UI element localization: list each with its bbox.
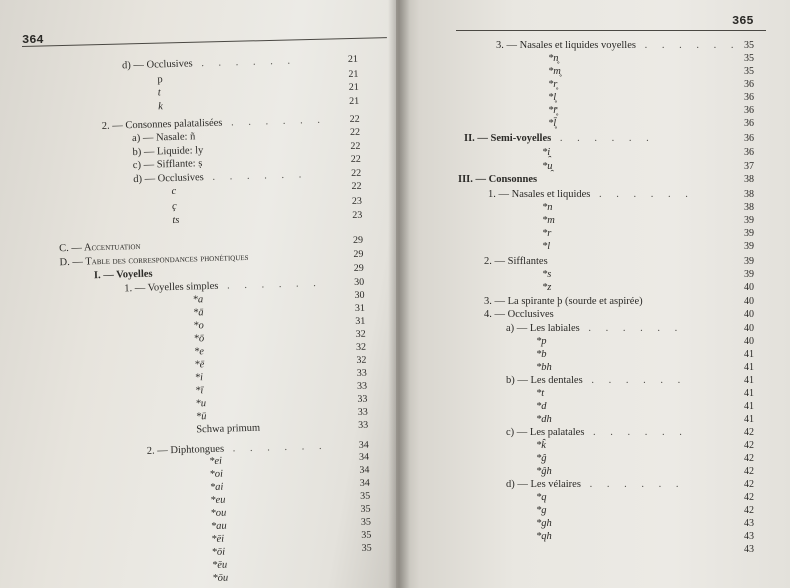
toc-entry: [548, 92, 556, 104]
toc-entry-label: *ĝ: [536, 453, 547, 464]
toc-page-number: 33: [356, 367, 367, 379]
toc-entry-label: *i̯: [542, 147, 551, 158]
toc-page-number: 32: [355, 328, 366, 340]
toc-entry: [542, 202, 553, 214]
toc-entry: [536, 505, 547, 517]
toc-entry-label: *ĝh: [536, 466, 552, 477]
toc-entry-label: *ī: [195, 385, 204, 397]
toc-entry-label: d) — Occlusives: [121, 58, 193, 72]
toc-entry: [147, 441, 328, 458]
toc-entry: [59, 241, 141, 255]
toc-page-number: 35: [361, 529, 372, 541]
toc-entry-label: 1. — Voyelles simples: [124, 280, 219, 295]
right-page: [396, 0, 790, 588]
toc-entry: [548, 79, 557, 91]
toc-entry-label: *z: [542, 282, 552, 293]
toc-page-number: 35: [360, 490, 371, 502]
toc-entry-label: *ei: [209, 455, 223, 468]
toc-leader-dots: . . . . . .: [192, 55, 297, 70]
toc-entry-label: 3. — La spirante þ (sourde et aspirée): [484, 296, 643, 307]
toc-entry: [536, 336, 547, 348]
toc-entry-label: *o: [193, 320, 205, 332]
toc-page-number: 41: [744, 375, 754, 386]
toc-entry-label: 2. — Diphtongues: [146, 443, 225, 457]
toc-entry: [542, 282, 551, 294]
toc-entry: [536, 440, 546, 452]
toc-entry: [196, 423, 260, 437]
toc-page-number: 42: [744, 453, 754, 464]
toc-entry: [210, 495, 226, 507]
toc-entry-label: *gh: [536, 518, 552, 529]
toc-leader-dots: . . . . . .: [223, 440, 328, 455]
toc-entry-label: *ū: [195, 411, 207, 423]
toc-entry: [548, 105, 557, 117]
toc-entry: [542, 241, 550, 253]
toc-entry: [193, 320, 204, 332]
toc-entry-label: d) — Occlusives: [133, 172, 204, 186]
toc-entry: [192, 294, 203, 306]
toc-entry: [212, 560, 228, 572]
toc-entry: [458, 174, 537, 186]
toc-entry-label: c) — Sifflante: ṣ: [132, 158, 203, 172]
toc-entry-label: *ēu: [211, 559, 228, 572]
toc-entry-label: *l̥̄: [548, 118, 557, 129]
toc-page-number: 41: [744, 401, 754, 412]
toc-entry-label: I. — Voyelles: [93, 268, 153, 282]
toc-entry-label: *ō: [193, 333, 205, 345]
toc-page-number: 22: [351, 180, 362, 193]
toc-entry: [488, 189, 694, 201]
toc-entry-label: ç: [171, 200, 177, 213]
toc-leader-dots: . . . . . .: [590, 189, 694, 200]
toc-page-number: 39: [744, 256, 754, 267]
toc-entry-label: *r̥: [548, 79, 558, 90]
toc-entry-label: *d: [536, 401, 547, 412]
toc-entry-label: *g: [536, 505, 547, 516]
toc-entry: [210, 482, 224, 494]
toc-entry: [133, 169, 307, 186]
toc-page-number: 42: [744, 427, 754, 438]
toc-page-number: 41: [744, 388, 754, 399]
toc-entry: [542, 161, 553, 173]
toc-entry: [506, 375, 686, 387]
toc-leader-dots: . . . . . .: [580, 479, 685, 490]
book-gutter: [388, 0, 410, 588]
toc-page-number: 22: [349, 113, 360, 126]
toc-entry: [536, 362, 552, 374]
toc-entry: [193, 307, 204, 319]
toc-page-number: 29: [353, 248, 364, 260]
toc-leader-dots: . . . . . .: [584, 427, 688, 438]
toc-page-number: 35: [360, 516, 372, 528]
toc-page-number: 41: [744, 414, 754, 425]
toc-entry-label: b) — Liquide: ly: [132, 145, 204, 159]
toc-entry: [171, 186, 176, 198]
toc-page-number: 42: [744, 440, 754, 451]
toc-entry: [484, 296, 643, 308]
toc-entry: [542, 147, 550, 159]
toc-entry-label: *bh: [536, 362, 552, 373]
toc-page-number: 31: [354, 302, 366, 314]
toc-leader-dots: . . . . . .: [218, 277, 323, 292]
toc-page-number: 21: [348, 81, 359, 94]
toc-page-number: 43: [744, 544, 754, 555]
toc-entry-label: *ai: [209, 481, 224, 494]
toc-page-number: 36: [744, 133, 754, 144]
toc-entry-label: *ā: [192, 307, 204, 319]
toc-entry: [464, 133, 655, 145]
toc-entry-label: *k̑: [536, 440, 546, 451]
toc-entry-label: p: [157, 74, 163, 86]
toc-page-number: 40: [744, 323, 754, 334]
toc-entry-label: *dh: [536, 414, 552, 425]
toc-page-number: 22: [349, 126, 361, 139]
toc-entry: [548, 53, 559, 65]
toc-entry: [210, 508, 226, 520]
toc-entry-label: *n̥: [548, 53, 559, 64]
toc-leader-dots: . . . . . .: [579, 323, 684, 334]
toc-entry: [536, 531, 552, 543]
toc-page-number: 33: [357, 406, 368, 418]
toc-entry-label: *ōu: [212, 572, 229, 585]
toc-page-number: 41: [744, 349, 754, 360]
toc-entry: [195, 398, 206, 410]
toc-page-number: 34: [358, 451, 370, 463]
toc-page-number: [350, 556, 372, 557]
toc-entry: [536, 453, 547, 465]
toc-entry: [496, 40, 739, 52]
toc-page-number: 37: [744, 161, 754, 172]
toc-page-number: 32: [356, 354, 367, 366]
toc-entry-label: *l̥: [548, 92, 557, 103]
toc-page-number: 42: [744, 479, 754, 490]
toc-page-number: 35: [361, 542, 372, 554]
toc-entry-label: *qh: [536, 531, 552, 542]
toc-entry-label: c) — Les palatales: [506, 427, 585, 438]
toc-page-number: 33: [358, 419, 369, 431]
toc-entry: [124, 278, 322, 296]
toc-entry-label: 4. — Occlusives: [484, 309, 554, 320]
toc-page-number: 21: [348, 68, 359, 81]
toc-page-number: 40: [744, 296, 754, 307]
toc-leader-dots: . . . . . .: [222, 114, 327, 129]
toc-entry: [212, 573, 228, 585]
toc-entry-label: a) — Les labiales: [506, 323, 580, 334]
toc-entry-label: *m̥: [548, 66, 561, 77]
toc-entry-label: *a: [192, 294, 204, 306]
toc-page-number: 23: [352, 209, 363, 221]
toc-entry: [506, 323, 683, 335]
toc-entry-label: *r̥̄: [548, 105, 558, 116]
toc-entry-label: *q: [536, 492, 547, 503]
toc-entry: [484, 309, 554, 321]
toc-page-number: 23: [351, 195, 363, 207]
toc-page-number: 39: [744, 228, 754, 239]
toc-page-number: 29: [352, 234, 364, 246]
toc-entry-label: *n: [542, 202, 553, 213]
toc-entry-label: *ōi: [211, 546, 226, 559]
toc-entry: [133, 158, 203, 172]
toc-page-number: 40: [744, 309, 754, 320]
toc-page-number: 30: [354, 276, 365, 288]
toc-page-number: 34: [359, 477, 370, 489]
toc-entry: [536, 466, 552, 478]
toc-entry: [196, 411, 207, 423]
toc-entry-label: *u̯: [542, 161, 553, 172]
toc-page-number: 34: [359, 464, 370, 476]
toc-page-number: 36: [744, 147, 754, 158]
left-page-number: 364: [22, 33, 44, 47]
toc-entry-label: III. — Consonnes: [458, 174, 538, 185]
toc-page-number: 32: [355, 341, 367, 353]
toc-entry: [212, 547, 226, 559]
toc-entry-label: II. — Semi-voyelles: [464, 133, 552, 144]
toc-page-number: 29: [353, 262, 364, 274]
toc-page-number: 35: [744, 53, 754, 64]
toc-entry: [172, 201, 177, 213]
toc-entry: [158, 101, 163, 113]
toc-page-number: 21: [349, 95, 360, 108]
toc-entry: [209, 469, 223, 481]
toc-leader-dots: . . . . . .: [582, 375, 687, 386]
toc-page-number: 40: [744, 282, 754, 293]
toc-entry-label: 2. — Sifflantes: [484, 256, 548, 267]
toc-entry: [548, 118, 556, 130]
toc-entry: [536, 349, 547, 361]
toc-page-number: 42: [744, 492, 754, 503]
toc-page-number: 41: [744, 362, 754, 373]
toc-entry: [211, 534, 224, 546]
toc-entry: [209, 456, 222, 468]
toc-page-number: 38: [744, 174, 754, 185]
right-page-number: 365: [732, 14, 754, 28]
toc-entry-label: *i: [194, 372, 204, 384]
toc-entry: [122, 56, 296, 73]
right-toc: [396, 0, 790, 588]
toc-entry: [102, 115, 326, 133]
toc-entry: [536, 492, 547, 504]
toc-entry-label: 2. — Consonnes palatalisées: [101, 117, 223, 132]
toc-entry: [211, 521, 227, 533]
toc-entry-label: d) — Les vélaires: [506, 479, 581, 490]
toc-page-number: 36: [744, 79, 754, 90]
toc-entry-label: *t: [536, 388, 545, 399]
toc-entry: [172, 215, 179, 227]
toc-page-number: 42: [744, 505, 754, 516]
toc-entry: [506, 427, 688, 439]
toc-page-number: 36: [744, 118, 754, 129]
toc-entry: [536, 518, 552, 530]
toc-page-number: 22: [350, 140, 361, 153]
toc-page-number: 22: [351, 167, 362, 180]
toc-page-number: 33: [357, 393, 368, 405]
toc-page-number: 38: [744, 202, 754, 213]
toc-entry: [484, 256, 548, 268]
toc-entry: [536, 401, 547, 413]
toc-entry: [536, 414, 552, 426]
toc-entry-label: *au: [210, 520, 227, 533]
toc-page-number: 40: [744, 336, 754, 347]
toc-entry: [195, 372, 204, 384]
toc-entry-label: *r: [542, 228, 552, 239]
toc-entry-label: b) — Les dentales: [506, 375, 583, 386]
toc-page-number: 21: [347, 53, 359, 66]
toc-page-number: 39: [744, 269, 754, 280]
toc-entry-label: *ēi: [211, 533, 225, 546]
toc-entry-label: k: [158, 101, 164, 113]
toc-entry: [94, 269, 153, 283]
toc-entry: [542, 228, 551, 240]
toc-entry-label: c: [171, 185, 177, 198]
toc-leader-dots: . . . . . .: [635, 40, 740, 51]
toc-page-number: 35: [744, 40, 754, 51]
toc-entry-label: *ē: [194, 359, 205, 371]
toc-page-number: 35: [360, 503, 371, 515]
toc-entry-label: 1. — Nasales et liquides: [488, 189, 591, 200]
toc-entry-label: *s: [542, 269, 552, 280]
toc-entry: [194, 346, 204, 358]
toc-page-number: 31: [355, 315, 366, 327]
toc-page-number: 43: [744, 531, 754, 542]
toc-entry: [194, 359, 204, 371]
toc-entry: [132, 131, 196, 145]
toc-entry: [536, 388, 544, 400]
toc-entry-label: ts: [172, 214, 180, 227]
toc-entry-label: *ou: [210, 507, 227, 520]
toc-entry-label: D. — Table des correspondances phonétiques: [59, 251, 249, 269]
toc-page-number: 36: [744, 92, 754, 103]
toc-entry-label: *eu: [210, 494, 226, 507]
toc-entry-label: *b: [536, 349, 547, 360]
toc-page-number: 22: [350, 153, 361, 166]
toc-page-number: 42: [744, 466, 754, 477]
toc-entry-label: *m: [542, 215, 555, 226]
toc-entry: [542, 269, 551, 281]
toc-leader-dots: . . . . . .: [203, 169, 308, 184]
toc-entry-label: *p: [536, 336, 547, 347]
toc-entry-label: a) — Nasale: ñ: [131, 131, 196, 145]
toc-page-number: [350, 569, 372, 570]
toc-page-number: 39: [744, 241, 754, 252]
toc-page-number: 30: [354, 289, 365, 301]
toc-entry: [157, 74, 163, 86]
toc-page-number: 35: [744, 66, 754, 77]
toc-page-number: 33: [356, 380, 368, 392]
toc-page-number: 39: [744, 215, 754, 226]
toc-entry: [506, 479, 684, 491]
toc-entry-label: C. — Accentuation: [59, 240, 141, 255]
toc-entry: [194, 333, 205, 345]
toc-entry-label: t: [157, 87, 161, 99]
toc-entry-label: *u: [195, 398, 207, 410]
toc-leader-dots: . . . . . .: [551, 133, 655, 144]
toc-entry-label: 3. — Nasales et liquides voyelles: [496, 40, 636, 51]
toc-page-number: 34: [358, 439, 369, 451]
toc-entry: [158, 87, 161, 99]
toc-page-number: 43: [744, 518, 754, 529]
toc-entry: [59, 252, 248, 269]
toc-entry: [132, 145, 203, 159]
toc-entry: [542, 215, 555, 227]
toc-page-number: 38: [744, 189, 754, 200]
toc-entry-label: *oi: [209, 468, 224, 481]
toc-page-number: 36: [744, 105, 754, 116]
toc-entry-label: *e: [193, 346, 205, 358]
toc-entry-label: *l: [542, 241, 551, 252]
toc-entry: [195, 385, 204, 397]
toc-entry-label: Schwa primum: [196, 422, 261, 436]
toc-entry: [548, 66, 561, 78]
